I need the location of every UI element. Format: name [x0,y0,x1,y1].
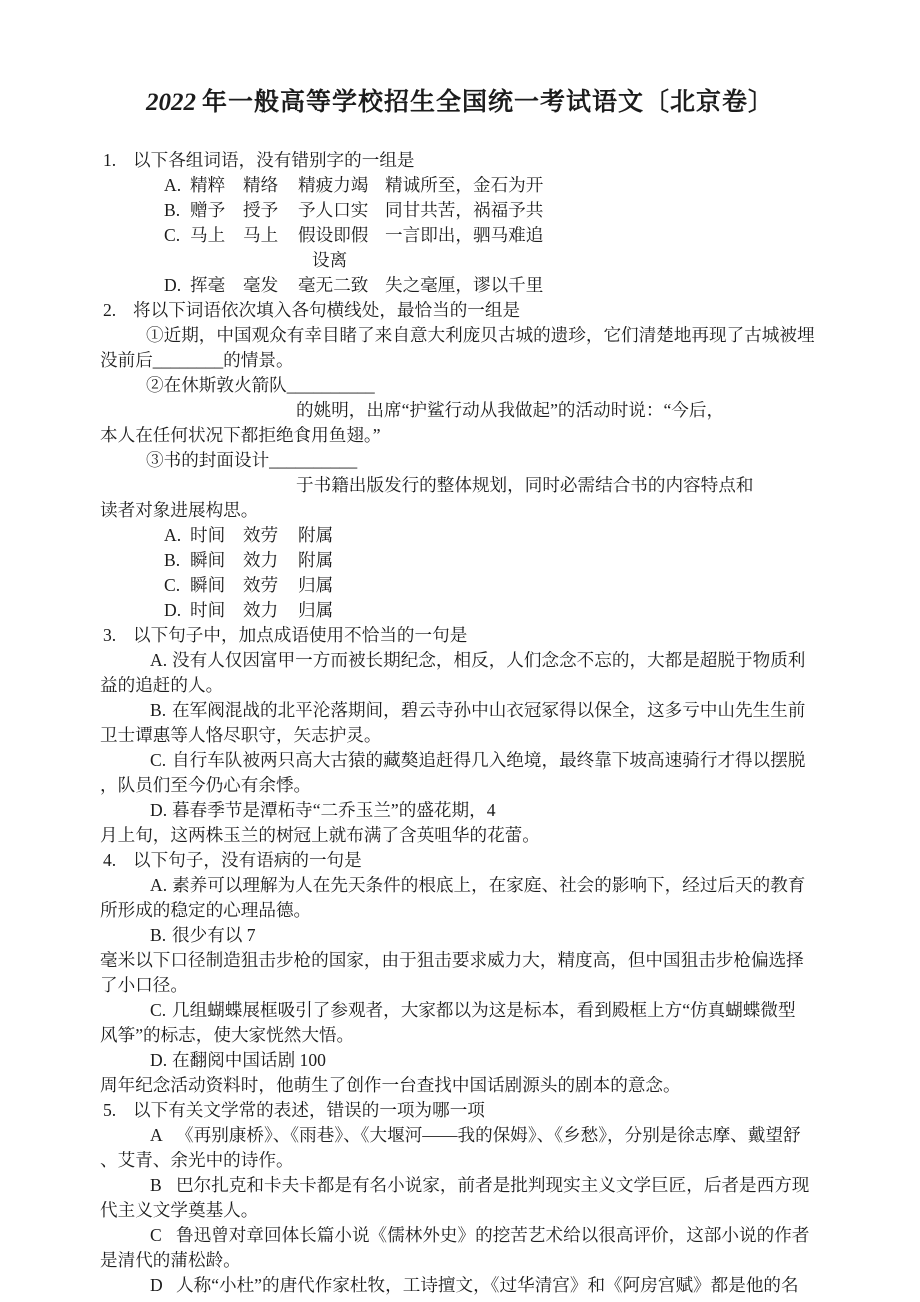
option-label: D [150,1275,163,1295]
question-5 [100,1098,820,1298]
option-word: 挥毫 [190,275,226,295]
option-word: 归属 [298,600,334,620]
option-text: 在翻阅中国话剧 100 [172,1050,326,1070]
exam-title-year: 2022 [145,89,196,116]
option-label: C. [150,750,167,770]
option-word: 效力 [243,550,279,570]
option-label: D. [164,275,182,295]
question-number: 2. [103,300,117,320]
option-word: 赠予 [190,200,226,220]
option-line [100,1223,820,1248]
option-label: B. [164,200,181,220]
option-line [100,698,820,723]
option-line [100,748,820,773]
option-line: 月上旬，这两株玉兰的树冠上就布满了含英咀华的花蕾。 [100,825,540,845]
body-line: ②在休斯敦火箭队__________ [146,375,375,395]
question-number: 4. [103,850,117,870]
option-line [100,1173,820,1198]
question-stem-line [100,298,820,323]
question-4 [100,848,820,1098]
question-stem: 将以下词语依次填入各句横线处，最恰当的一组是 [133,300,521,320]
option-line: 周年纪念活动资料时，他萌生了创作一台查找中国话剧源头的剧本的意念。 [100,1075,681,1095]
option-label: B [150,1175,162,1195]
option-label: C. [164,225,181,245]
option-label: B. [150,700,167,720]
option-word: 附属 [298,550,334,570]
option-text: 巴尔扎克和卡夫卡都是有名小说家，前者是批判现实主义文学巨匠，后者是西方现 [176,1175,810,1195]
option-label: C [150,1225,162,1245]
option-text: 人称“小杜”的唐代作家杜牧，工诗擅文，《过华清宫》和《阿房宫赋》都是他的名 [176,1275,799,1295]
option-line: ，队员们至今仍心有余悸。 [100,775,312,795]
body-line: ③书的封面设计__________ [146,450,358,470]
option-word: 予人口实 [298,200,369,220]
question-number: 3. [103,625,117,645]
option-label: D. [150,800,168,820]
option-text: 素养可以理解为人在先天条件的根底上，在家庭、社会的影响下，经过后天的教育 [172,875,806,895]
option-row-b [100,198,820,223]
question-stem: 以下各组词语，没有错别字的一组是 [133,150,415,170]
question-stem-line [100,623,820,648]
question-stem: 以下句子，没有语病的一句是 [133,850,362,870]
option-word: 精络 [243,175,279,195]
option-label: D. [150,1050,168,1070]
body-line: 没前后________的情景。 [100,350,294,370]
option-text: 在军阀混战的北平沦落期间，碧云寺孙中山衣冠冢得以保全，这多亏中山先生生前 [172,700,806,720]
option-line [100,798,820,823]
option-line: 了小口径。 [100,975,188,995]
option-word: 瞬间 [190,575,226,595]
option-line [100,998,820,1023]
option-row-c [100,573,820,598]
option-line [100,1273,820,1298]
option-row-a [100,173,820,198]
body-line: 读者对象进展构思。 [100,500,259,520]
option-word: 同甘共苦，祸福予共 [385,200,544,220]
body-line: 本人在任何状况下都拒绝食用鱼翅。” [100,425,381,445]
body-line: 于书籍出版发行的整体规划，同时必需结合书的内容特点和 [296,475,754,495]
option-word: 效劳 [243,525,279,545]
option-label: B. [164,550,181,570]
option-label: A. [150,875,168,895]
question-2 [100,298,820,623]
option-line: 风筝”的标志，使大家恍然大悟。 [100,1025,355,1045]
option-label: B. [150,925,167,945]
option-word: 精诚所至，金石为开 [385,175,544,195]
option-word: 马上 [243,225,279,245]
option-label: A. [164,525,182,545]
question-3 [100,623,820,848]
question-stem: 以下有关文学常的表述，错误的一项为哪一项 [133,1100,485,1120]
question-1 [100,148,820,298]
option-line: 是清代的蒲松龄。 [100,1250,241,1270]
option-line [100,1123,820,1148]
question-stem-line [100,1098,820,1123]
option-word: 假设即假 [298,225,369,245]
option-label: A [150,1125,163,1145]
option-line [100,873,820,898]
option-row-a [100,523,820,548]
option-c-wrap-line: 设离 [312,250,348,270]
option-text: 自行车队被两只高大古猿的藏獒追赶得几入绝境，最终靠下坡高速骑行才得以摆脱 [172,750,806,770]
option-line [100,1048,820,1073]
option-line: 毫米以下口径制造狙击步枪的国家，由于狙击要求威力大，精度高，但中国狙击步枪偏选择 [100,950,804,970]
option-word: 精粹 [190,175,226,195]
option-line: 卫士谭惠等人恪尽职守，矢志护灵。 [100,725,382,745]
option-line [100,648,820,673]
option-text: 几组蝴蝶展框吸引了参观者，大家都以为这是标本，看到殿框上方“仿真蝴蝶微型 [172,1000,796,1020]
option-row-d [100,273,820,298]
option-word: 一言即出，驷马难追 [385,225,544,245]
option-word: 精疲力竭 [298,175,369,195]
option-text: 暮春季节是潭柘寺“二乔玉兰”的盛花期，4 [172,800,496,820]
option-word: 毫发 [243,275,279,295]
option-label: D. [164,600,182,620]
option-line: 益的追赶的人。 [100,675,224,695]
option-text: 《再别康桥》、《雨巷》、《大堰河——我的保姆》、《乡愁》，分别是徐志摩、戴望舒 [176,1125,801,1145]
exam-title [100,86,820,120]
option-line: 所形成的稳定的心理品德。 [100,900,312,920]
option-word: 时间 [190,525,226,545]
exam-title-text: 年一般高等学校招生全国统一考试语文〔北京卷〕 [201,89,774,116]
option-word: 效劳 [243,575,279,595]
option-label: A. [150,650,168,670]
body-line: 的姚明，出席“护鲨行动从我做起”的活动时说：“今后， [296,400,725,420]
option-word: 效力 [243,600,279,620]
option-word: 马上 [190,225,226,245]
option-text: 鲁迅曾对章回体长篇小说《儒林外史》的挖苦艺术给以很高评价，这部小说的作者 [176,1225,810,1245]
question-stem: 以下句子中，加点成语使用不恰当的一句是 [133,625,468,645]
option-label: C. [150,1000,167,1020]
option-word: 毫无二致 [298,275,369,295]
option-label: A. [164,175,182,195]
option-row-d [100,598,820,623]
option-row-c [100,223,820,248]
option-label: C. [164,575,181,595]
option-word: 失之毫厘，谬以千里 [385,275,544,295]
option-word: 时间 [190,600,226,620]
option-word: 归属 [298,575,334,595]
option-word: 附属 [298,525,334,545]
question-stem-line [100,848,820,873]
option-line [100,923,820,948]
option-line: 、艾青、余光中的诗作。 [100,1150,294,1170]
option-text: 没有人仅因富甲一方而被长期纪念，相反，人们念念不忘的，大都是超脱于物质利 [172,650,806,670]
option-row-b [100,548,820,573]
question-number: 5. [103,1100,117,1120]
question-stem-line [100,148,820,173]
question-number: 1. [103,150,117,170]
body-line: ①近期，中国观众有幸目睹了来自意大利庞贝古城的遗珍，它们清楚地再现了古城被埋 [146,325,815,345]
option-text: 很少有以 7 [172,925,256,945]
option-line: 代主义文学奠基人。 [100,1200,259,1220]
option-word: 授予 [243,200,279,220]
option-word: 瞬间 [190,550,226,570]
